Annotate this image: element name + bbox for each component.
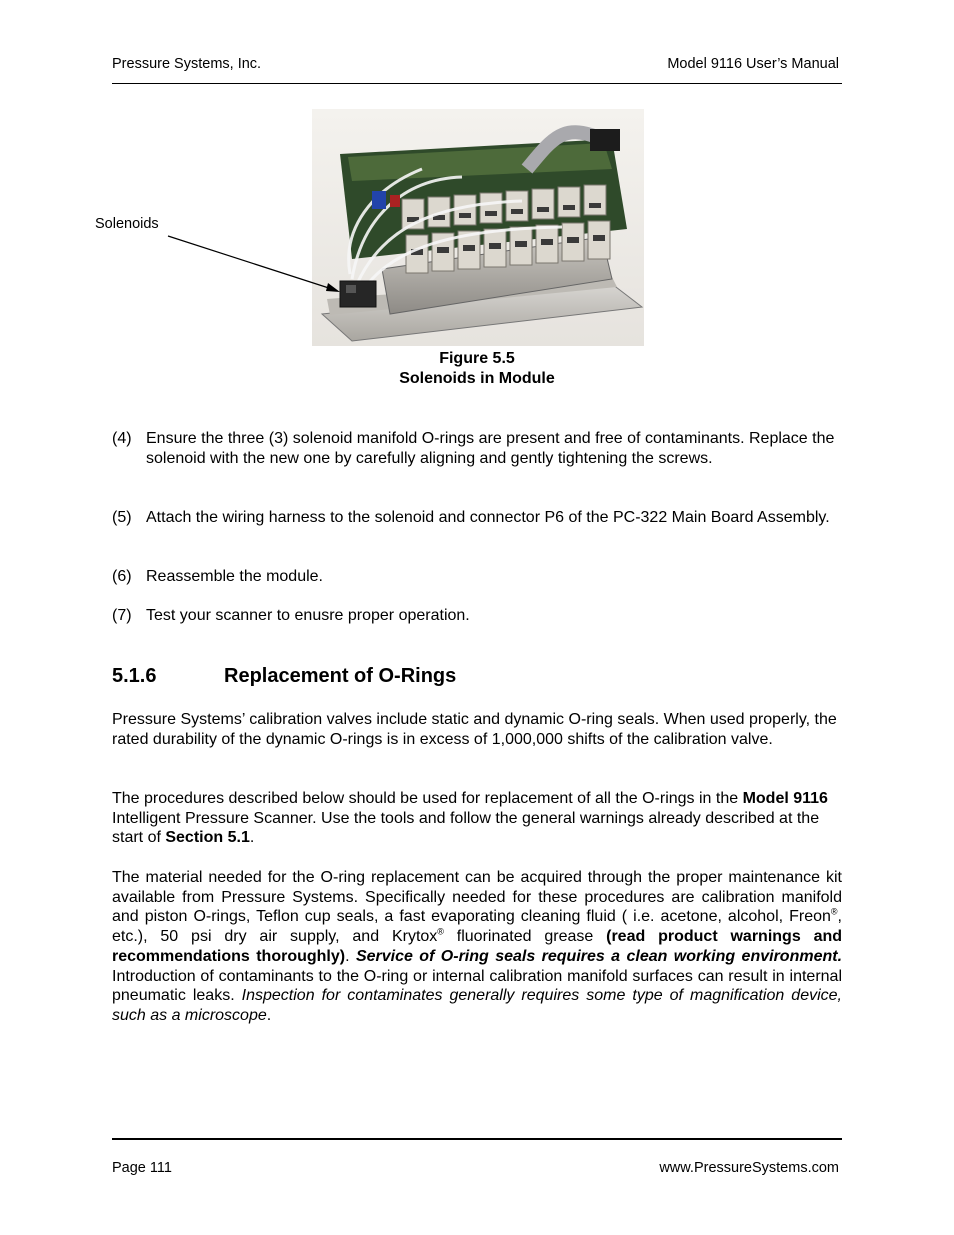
inspection-note: Inspection for contaminates generally requires some type of magnification device, such as a microscope (112, 987, 842, 1024)
text-run: . (345, 947, 356, 965)
materials-paragraph (112, 868, 842, 1026)
header-rule (112, 83, 842, 84)
clean-environment-note: Service of O-ring seals requires a clean working environment. (355, 947, 843, 965)
step-4 (112, 429, 842, 489)
solenoid-module-photo (312, 109, 644, 346)
model-name: Model 9116 (742, 790, 828, 807)
warning-bold-text: (read product warnings and recommendations thoroughly) (112, 928, 843, 965)
procedure-paragraph (112, 789, 842, 848)
section-number: 5.1.6 (112, 665, 157, 687)
figure-title: Solenoids in Module (399, 370, 555, 387)
step-text: Ensure the three (3) solenoid manifold O-rings are present and free of contaminants. Replace the solenoid with the new one by carefully aligning and gently tightening the screws. (146, 430, 835, 467)
section-reference: Section 5.1 (165, 829, 250, 847)
step-number: (6) (112, 568, 132, 585)
registered-mark: ® (830, 907, 838, 918)
registered-mark: ® (437, 926, 444, 937)
text-run: . (249, 829, 255, 847)
step-text: Reassemble the module. (146, 568, 323, 585)
step-text: Attach the wiring harness to the solenoid and connector P6 of the PC-322 Main Board Assembly. (146, 509, 830, 526)
step-number: (5) (112, 509, 132, 526)
text-run: . (266, 1006, 272, 1024)
callout-arrow (160, 228, 360, 300)
step-text: Test your scanner to enusre proper operation. (146, 607, 470, 624)
text-run: fluorinated grease (443, 928, 607, 946)
page-number: Page 111 (112, 1160, 172, 1176)
figure-number: Figure 5.5 (439, 350, 515, 367)
step-number: (7) (112, 607, 132, 624)
text-run: The material needed for the O-ring replacement can be acquired through the proper maintenance kit available from Pressure Systems. Specifically needed for these procedures are calibration manifold and piston O-rings, Teflon cup seals, a fast evaporating cleaning fluid ( i.e. acetone, alcohol, Freon (112, 869, 842, 926)
text-run: Intelligent Pressure Scanner. Use the tools and follow the general warnings already described at the start of (112, 809, 820, 847)
step-number: (4) (112, 430, 132, 447)
figure-callout-label: Solenoids (95, 216, 159, 232)
step-5 (112, 508, 842, 548)
text-run: , etc.), 50 psi dry air supply, and Krytox (112, 908, 842, 946)
intro-paragraph: Pressure Systems’ calibration valves include static and dynamic O-ring seals. When used properly, the rated durability of the dynamic O-rings is in excess of 1,000,000 shifts of the calibration valve. (112, 711, 837, 748)
step-6 (112, 567, 842, 587)
footer-rule (112, 1138, 842, 1140)
text-run: The procedures described below should be used for replacement of all the O-rings in the (112, 790, 743, 807)
step-7 (112, 606, 842, 626)
section-title: Replacement of O-Rings (224, 665, 457, 687)
header-manual-title: Model 9116 User’s Manual (667, 56, 839, 72)
footer-url: www.PressureSystems.com (659, 1160, 839, 1176)
text-run: Introduction of contaminants to the O-ring or internal calibration manifold surfaces can result in internal pneumatic leaks. (112, 967, 842, 1005)
header-company: Pressure Systems, Inc. (112, 56, 262, 72)
